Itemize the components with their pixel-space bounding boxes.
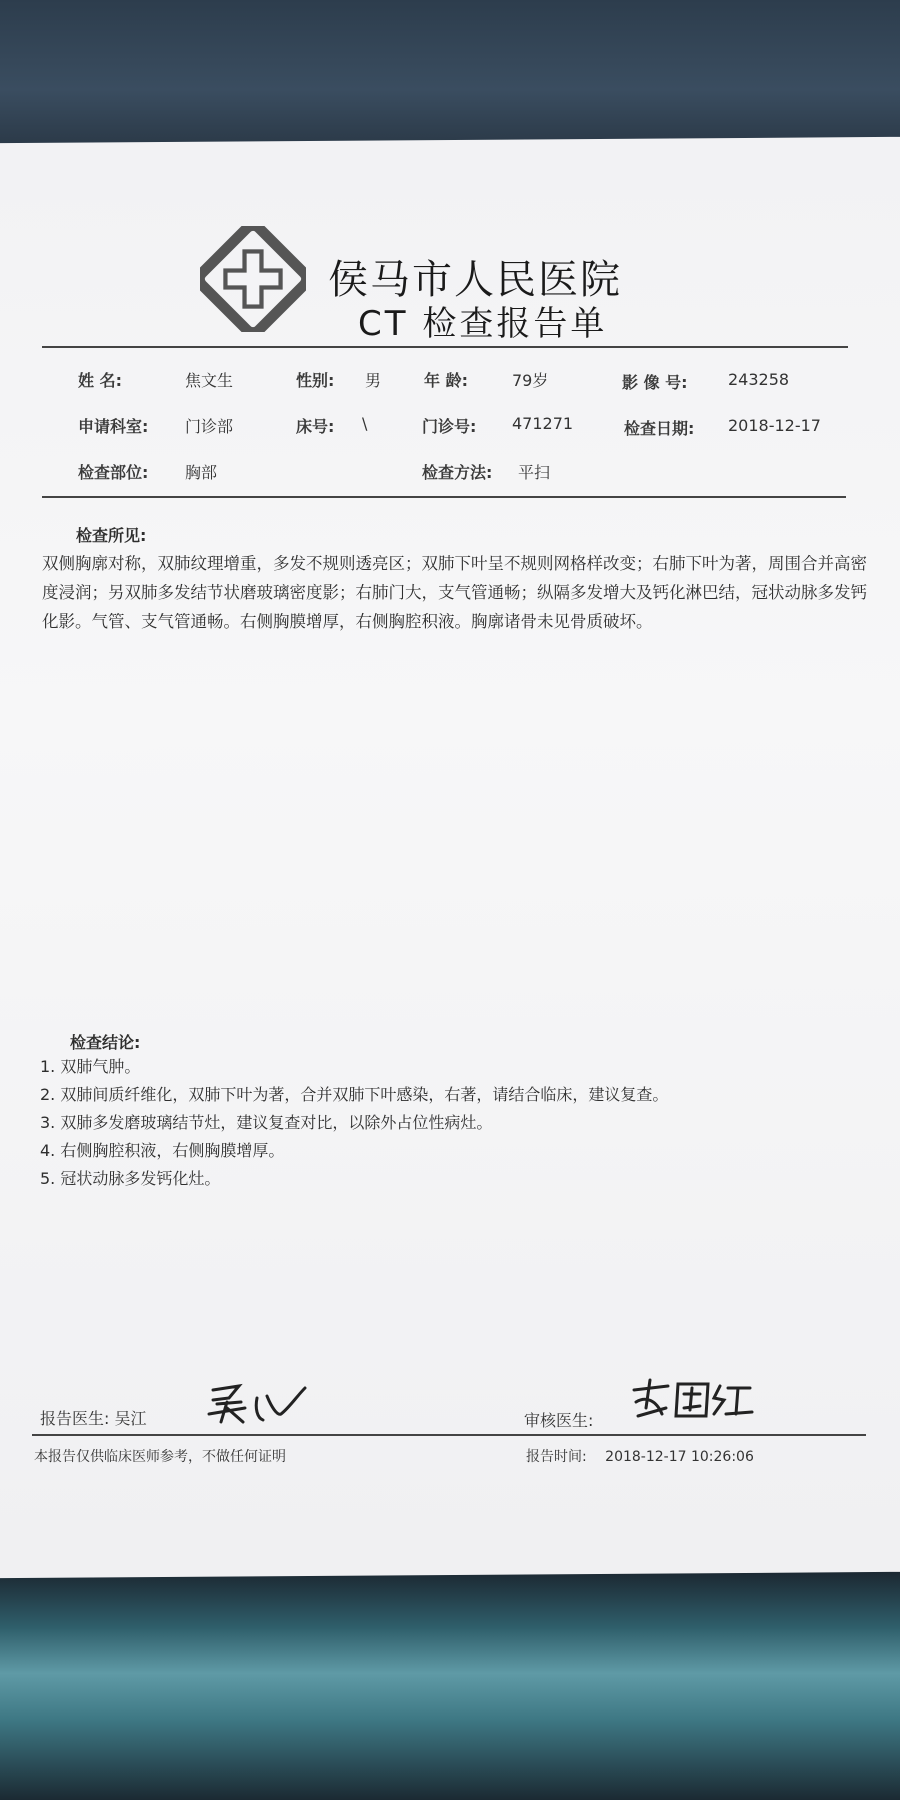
review-doctor-label: 审核医生: [524, 1411, 594, 1430]
disclaimer: 本报告仅供临床医师参考，不做任何证明 [34, 1449, 286, 1465]
conclusion-title: 检查结论: [70, 1033, 141, 1052]
findings-text: 双侧胸廓对称，双肺纹理增重，多发不规则透亮区；双肺下叶呈不规则网格样改变；右肺下叶为著，周围合并高密度浸润；另双肺多发结节状磨玻璃密度影；右肺门大，支气管通畅；纵隔多发增大及钙化淋巴结，冠状动脉多发钙化影。气管、支气管通畅。右侧胸膜增厚，右侧胸腔积液。胸廓诸骨未见骨质破坏。 [42, 554, 867, 631]
gender-label: 性别: [296, 371, 335, 390]
name-label: 姓 名: [78, 371, 122, 390]
bed-label: 床号: [296, 417, 335, 436]
report-time-value: 2018-12-17 10:26:06 [605, 1449, 754, 1465]
outpatient-no-label: 门诊号: [422, 417, 477, 436]
image-no-label: 影 像 号: [622, 373, 688, 392]
name-value: 焦文生 [185, 371, 234, 390]
report-doctor-signature [205, 1378, 315, 1428]
conclusion-item-4: 4. 右侧胸腔积液，右侧胸膜增厚。 [40, 1141, 285, 1160]
exam-date-value: 2018-12-17 [728, 416, 821, 435]
outpatient-no-value: 471271 [512, 414, 574, 433]
hospital-cross-logo-icon [200, 226, 306, 332]
findings-title: 检查所见: [76, 526, 147, 545]
report-title: CT 检查报告单 [358, 304, 608, 344]
background-bottom [0, 1570, 900, 1800]
header-divider [42, 346, 848, 348]
info-divider [42, 496, 846, 498]
report-doctor-label: 报告医生: [40, 1409, 110, 1428]
conclusion-item-2: 2. 双肺间质纤维化，双肺下叶为著，合并双肺下叶感染，右著，请结合临床，建议复查。 [40, 1085, 669, 1104]
exam-site-label: 检查部位: [78, 463, 149, 482]
signature-divider [32, 1434, 866, 1436]
report-time-label: 报告时间: [526, 1449, 587, 1465]
gender-value: 男 [365, 371, 382, 390]
report-doctor-value: 吴江 [114, 1409, 147, 1428]
conclusion-item-5: 5. 冠状动脉多发钙化灶。 [40, 1169, 221, 1188]
bed-value: \ [362, 414, 368, 433]
dept-value: 门诊部 [185, 417, 234, 436]
conclusion-item-3: 3. 双肺多发磨玻璃结节灶，建议复查对比，以除外占位性病灶。 [40, 1113, 493, 1132]
report-doctor [40, 1406, 147, 1429]
age-value: 79岁 [512, 371, 549, 390]
image-no-value: 243258 [728, 370, 790, 389]
dept-label: 申请科室: [78, 417, 149, 436]
hospital-name: 侯马市人民医院 [328, 257, 622, 303]
report-time [526, 1446, 754, 1466]
report-paper [0, 137, 900, 1578]
exam-method-value: 平扫 [518, 463, 551, 482]
background-top [0, 0, 900, 150]
conclusion-item-1: 1. 双肺气肿。 [40, 1057, 141, 1076]
review-doctor-signature [628, 1374, 758, 1424]
conclusion-list [40, 1053, 668, 1193]
exam-method-label: 检查方法: [422, 463, 493, 482]
exam-site-value: 胸部 [185, 463, 218, 482]
age-label: 年 龄: [424, 371, 468, 390]
exam-date-label: 检查日期: [624, 419, 695, 438]
